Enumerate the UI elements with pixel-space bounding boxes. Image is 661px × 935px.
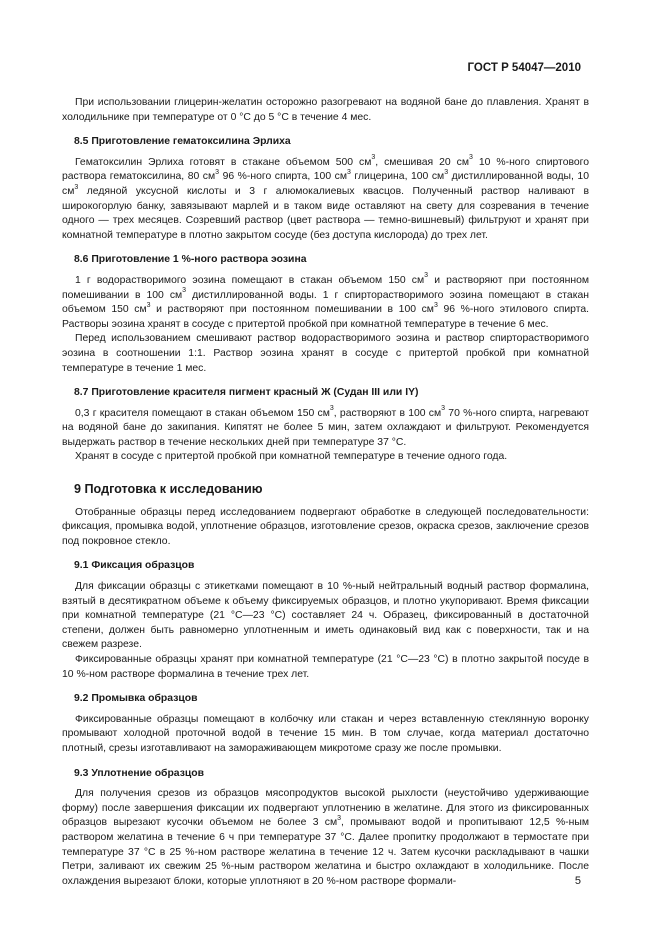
subsection-heading: 8.5 Приготовление гематоксилина Эрлиха xyxy=(74,136,291,148)
subsection-heading: 8.6 Приготовление 1 %-ного раствора эозина xyxy=(74,254,307,266)
paragraph: Фиксированные образцы помещают в колбочку или стакан и через вставленную стеклянную воронку промывают холодной проточной водой в течение 15 мин. В том случае, когда материал достаточно плотный, срезы изготавливают на замораживающем микротоме сразу же после промывки. xyxy=(62,713,589,754)
document-body xyxy=(62,96,589,889)
paragraph: При использовании глицерин-желатин осторожно разогревают на водяной бане до плавления. Хранят в холодильнике при температуре от 0 °С до 5 °С в течение 4 мес. xyxy=(62,97,589,123)
section-heading: 9 Подготовка к исследованию xyxy=(74,482,263,497)
paragraph: Фиксированные образцы хранят при комнатной температуре (21 °С—23 °С) в плотно закрытой посуде в 10 %-ном растворе формалина в течение трех лет. xyxy=(62,654,589,680)
paragraph: Для фиксации образцы с этикетками помещают в 10 %-ный нейтральный водный раствор формалина, взятый в десятикратном объеме к объему фиксируемых образцов, и плотно укупоривают. Время фиксации при комнатной температуре (21 °С—23 °С) составляет 24 ч. Образец, фиксированный в достаточной степени, должен быть равномерно уплотненным и иметь одинаковый вид как с поверхности, так и на свежем разрезе. xyxy=(62,581,589,651)
page-number: 5 xyxy=(574,875,581,887)
subsection-heading: 8.7 Приготовление красителя пигмент красный Ж (Судан III или IY) xyxy=(74,387,419,399)
subsection-heading: 9.2 Промывка образцов xyxy=(74,693,198,705)
paragraph: Отобранные образцы перед исследованием подвергают обработке в следующей последовательности: фиксация, промывка водой, уплотнение образцов, изготовление срезов, окраска срезов, заключение срезов под покровное стекло. xyxy=(62,506,589,547)
paragraph: 1 г водорастворимого эозина помещают в стакан объемом 150 $см^3$ и растворяют при постоянном помешивании в 100 $см^3$ дистиллированной воды. 1 г спирторастворимого эозина помещают в стакан объемом 150 $см^3$ и растворяют при постоянном помешивании в 100 $см^3$ 96 %-ного этилового спирта. Растворы эозина хранят в сосуде с притертой пробкой при комнатной температуре в течение 6 мес. xyxy=(62,272,590,330)
paragraph: Хранят в сосуде с притертой пробкой при комнатной температуре в течение одного года. xyxy=(75,451,508,463)
paragraph: Для получения срезов из образцов мясопродуктов высокой рыхлости (неустойчиво удерживающие форму) после завершения фиксации их подвергают уплотнению в желатине. Для этого из фиксированных образцов вырезают кусочки объемом не более 3 $см^3$, промывают водой и пропитывают 12,5 %-ным раствором желатина в течение 6 ч при температуре 37 °С. Далее пропитку продолжают в термостате при температуре 37 °С в 25 %-ном растворе желатина в течение 12 ч. Затем кусочки раскладывают в чашки Петри, заливают их свежим 25 %-ным раствором желатина и быстро охлаждают в холодильнике. После охлаждения вырезают блоки, которые уплотняют в 20 %-ном растворе формали- xyxy=(62,788,589,887)
paragraph: Перед использованием смешивают раствор водорастворимого эозина и раствор спирторастворимого эозина в соотношении 1:1. Раствор эозина хранят в сосуде с притертой пробкой при комнатной температуре в течение 1 мес. xyxy=(62,333,589,374)
document-id: ГОСТ Р 54047—2010 xyxy=(467,62,581,74)
paragraph: 0,3 г красителя помещают в стакан объемом 150 $см^3$, растворяют в 100 $см^3$ 70 %-ного спирта, нагревают на водяной бане до закипания. Кипятят не более 5 мин, затем охлаждают и фильтруют. Рекомендуется выдержать раствор в течение нескольких дней при температуре 37 °С. xyxy=(62,405,590,448)
paragraph: Гематоксилин Эрлиха готовят в стакане объемом 500 $см^3$, смешивая 20 $см^3$ 10 %-ного спиртового раствора гематоксилина, 80 $см^3$ 96 %-ного спирта, 100 $см^3$ глицерина, 100 $см^3$ дистиллированной воды, 10 $см^3$ ледяной уксусной кислоты и 3 г алюмокалиевых квасцов. Полученный раствор наливают в широкогорлую банку, завязывают марлей и в таком виде оставляют на свету для созревания в течение одного — трех месяцев. Созревший раствор (цвет раствора — темно-вишневый) фильтруют и хранят при комнатной температуре в плотно закрытом сосуде (без доступа кислорода) до трех лет. xyxy=(62,154,589,241)
subsection-heading: 9.1 Фиксация образцов xyxy=(74,560,195,572)
subsection-heading: 9.3 Уплотнение образцов xyxy=(74,767,205,779)
